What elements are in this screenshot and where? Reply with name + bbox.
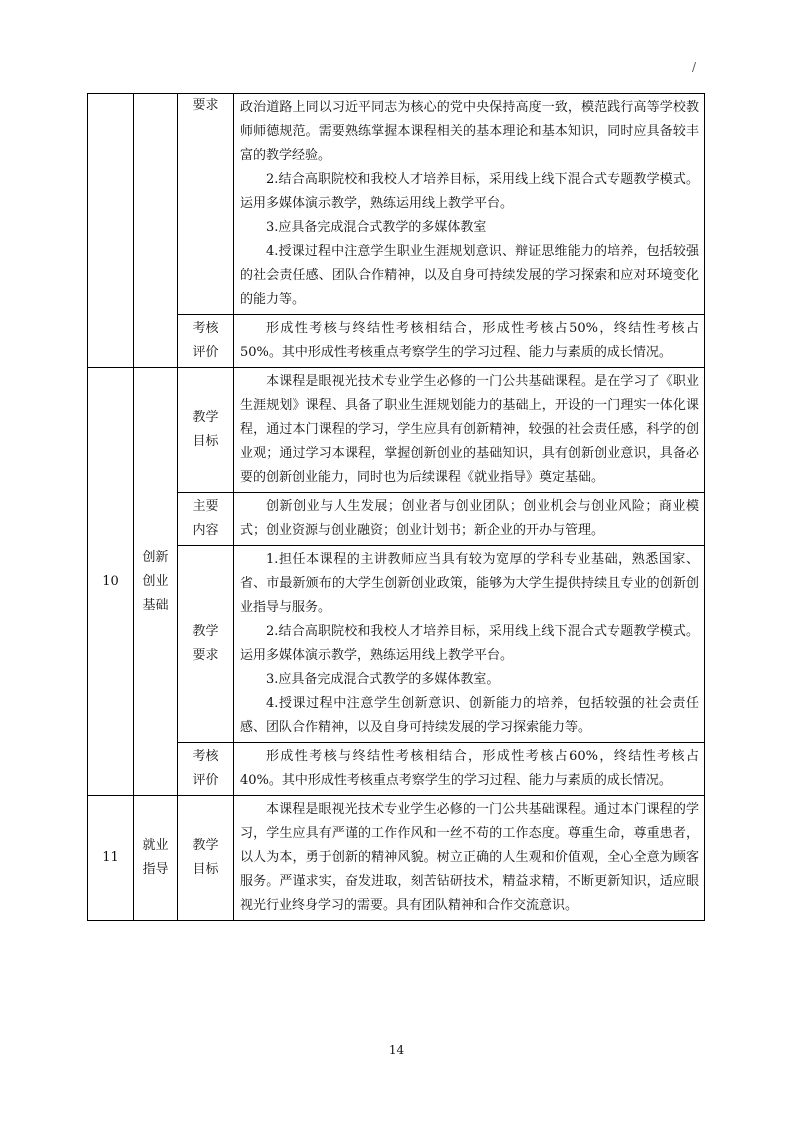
table-row [88, 493, 705, 546]
table-row [88, 94, 705, 315]
corner-mark: / [692, 60, 697, 74]
section-content-cell [234, 94, 705, 315]
course-name-cell [134, 94, 178, 368]
paragraph: 本课程是眼视光技术专业学生必修的一门公共基础课程。是在学习了《职业生涯规划》课程、具备了职业生涯规划能力的基础上，开设的一门理实一体化课程，通过本门课程的学习，学生应具有创新精神，较强的社会责任感，科学的创业观；通过学习本课程，掌握创新创业的基础知识，具有创新创业意识，具备必要的创新创业能力，同时也为后续课程《就业指导》奠定基础。 [240, 374, 699, 485]
table-row [88, 743, 705, 796]
course-name-cell [134, 368, 178, 796]
section-content-cell [234, 368, 705, 493]
course-table [87, 93, 705, 921]
paragraph: 政治道路上同以习近平同志为核心的党中央保持高度一致，模范践行高等学校教师师德规范。需要熟练掌握本课程相关的基本理论和基本知识，同时应具备较丰富的教学经验。 [240, 100, 699, 163]
paragraph: 2.结合高职院校和我校人才培养目标，采用线上线下混合式专题教学模式。运用多媒体演示教学，熟练运用线上教学平台。 [240, 172, 699, 211]
section-label: 教学要求 [192, 624, 219, 663]
paragraph: 4.授课过程中注意学生职业生涯规划意识、辩证思维能力的培养，包括较强的社会责任感、团队合作精神，以及自身可持续发展的学习探索和应对环境变化的能力等。 [240, 244, 699, 307]
course-number: 10 [102, 573, 119, 589]
section-label: 教学目标 [192, 838, 219, 877]
section-label-cell [178, 368, 234, 493]
course-number-cell [88, 94, 134, 368]
section-label: 考核评价 [192, 749, 219, 788]
course-name: 创新创业基础 [142, 549, 169, 613]
section-content-cell [234, 546, 705, 743]
section-label-cell [178, 315, 234, 368]
section-content-cell [234, 493, 705, 546]
section-label: 要求 [192, 98, 219, 113]
section-label: 教学目标 [192, 410, 219, 449]
table-row [88, 796, 705, 921]
paragraph: 3.应具备完成混合式教学的多媒体教室。 [266, 672, 500, 687]
course-number: 11 [102, 850, 119, 865]
section-label-cell [178, 94, 234, 315]
section-content-cell [234, 743, 705, 796]
table-row [88, 315, 705, 368]
course-name: 就业指导 [142, 838, 169, 877]
paragraph: 形成性考核与终结性考核相结合，形成性考核占60%，终结性考核占40%。其中形成性考核重点考察学生的学习过程、能力与素质的成长情况。 [240, 749, 699, 788]
paragraph: 2.结合高职院校和我校人才培养目标，采用线上线下混合式专题教学模式。运用多媒体演示教学，熟练运用线上教学平台。 [240, 624, 699, 663]
section-label-cell [178, 796, 234, 921]
section-label-cell [178, 493, 234, 546]
table-row [88, 368, 705, 493]
paragraph: 形成性考核与终结性考核相结合，形成性考核占50%，终结性考核占50%。其中形成性考核重点考察学生的学习过程、能力与素质的成长情况。 [240, 321, 699, 360]
table-row [88, 546, 705, 743]
section-label-cell [178, 743, 234, 796]
section-label: 主要内容 [192, 499, 219, 538]
section-content-cell [234, 796, 705, 921]
paragraph: 创新创业与人生发展；创业者与创业团队；创业机会与创业风险；商业模式；创业资源与创业融资；创业计划书；新企业的开办与管理。 [240, 499, 699, 538]
course-name-cell [134, 796, 178, 921]
paragraph: 1.担任本课程的主讲教师应当具有较为宽厚的学科专业基础，熟悉国家、省、市最新颁布的大学生创新创业政策，能够为大学生提供持续且专业的创新创业指导与服务。 [240, 552, 699, 615]
section-content-cell [234, 315, 705, 368]
section-label-cell [178, 546, 234, 743]
paragraph: 4.授课过程中注意学生创新意识、创新能力的培养，包括较强的社会责任感、团队合作精神，以及自身可持续发展的学习探索能力等。 [240, 696, 699, 735]
course-number-cell [88, 368, 134, 796]
paragraph: 本课程是眼视光技术专业学生必修的一门公共基础课程。通过本门课程的学习，学生应具有严谨的工作作风和一丝不苟的工作态度。尊重生命，尊重患者，以人为本，勇于创新的精神风貌。树立正确的人生观和价值观，全心全意为顾客服务。严谨求实，奋发进取，刻苦钻研技术，精益求精，不断更新知识，适应眼视光行业终身学习的需要。具有团队精神和合作交流意识。 [240, 802, 699, 913]
course-number-cell [88, 796, 134, 921]
section-label: 考核评价 [192, 321, 219, 360]
paragraph: 3.应具备完成混合式教学的多媒体教室 [266, 220, 487, 235]
page-number: 14 [388, 1043, 405, 1057]
